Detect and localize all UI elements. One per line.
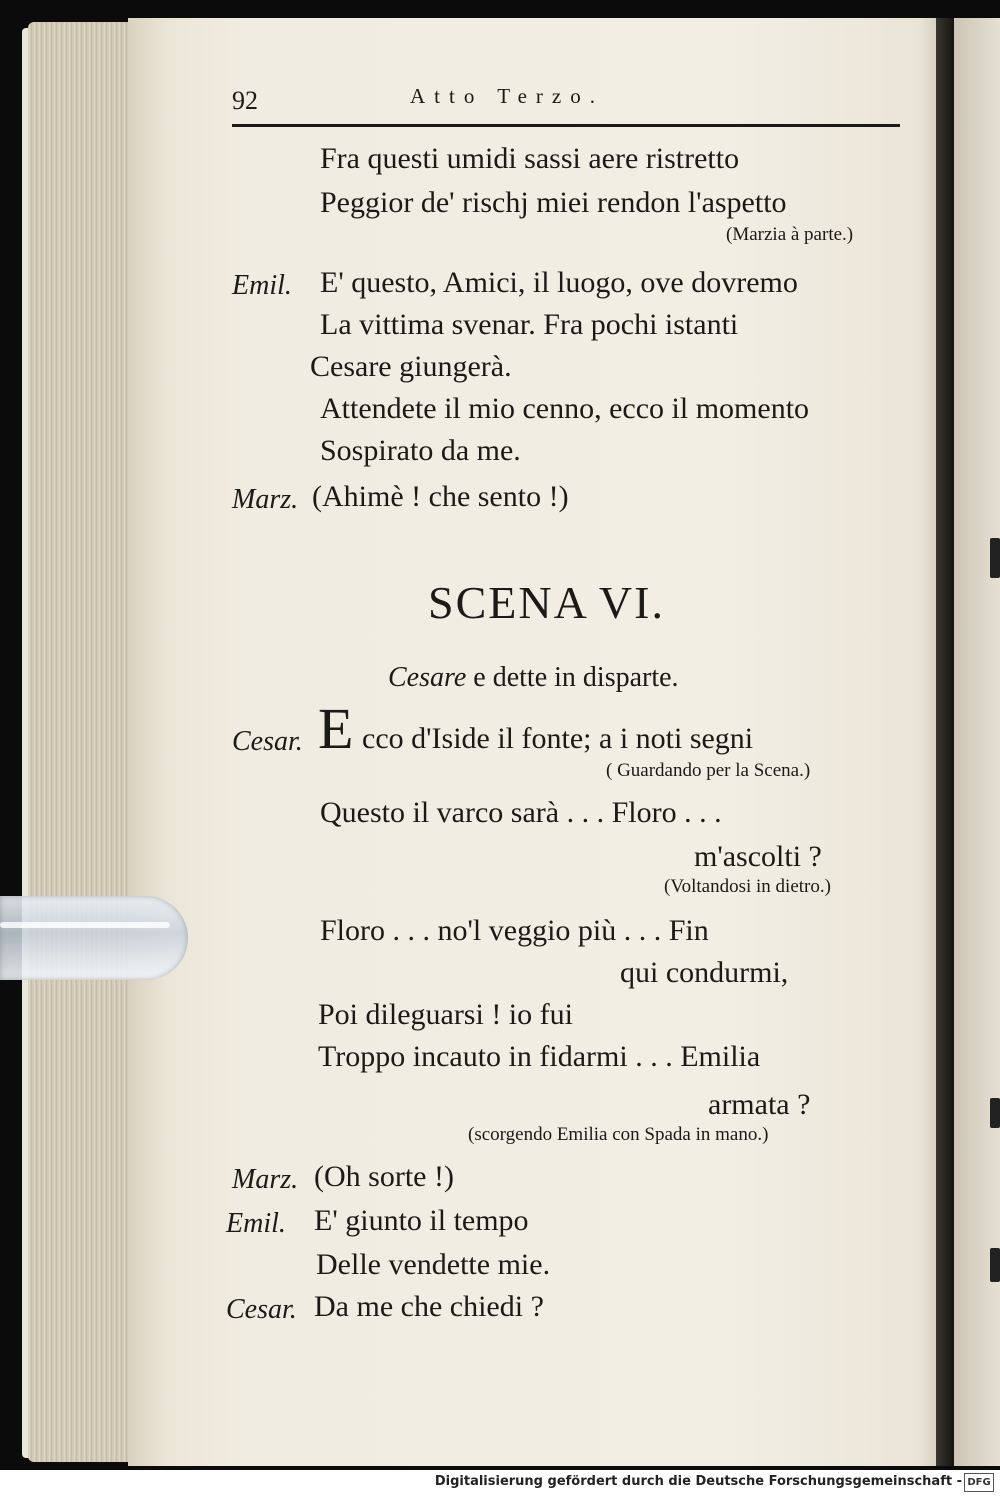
page-number: 92 <box>232 86 258 115</box>
scene-title: SCENA VI. <box>428 577 665 628</box>
header-rule <box>232 124 900 127</box>
dfg-logo-icon: DFG <box>964 1473 994 1492</box>
verse-line: E' questo, Amici, il luogo, ove dovremo <box>320 266 798 299</box>
verse-line: Cesare giungerà. <box>310 350 512 383</box>
verse-line: Floro . . . no'l veggio più . . . Fin <box>320 914 709 947</box>
verse-line: Poi dileguarsi ! io fui <box>318 998 573 1031</box>
speaker-label: Marz. <box>232 484 299 515</box>
stage-direction: ( Guardando per la Scena.) <box>606 760 811 781</box>
verse-line: Troppo incauto in fidarmi . . . Emilia <box>318 1040 761 1073</box>
verse-line: Delle vendette mie. <box>316 1248 551 1281</box>
verse-line: Questo il varco sarà . . . Floro . . . <box>320 796 722 829</box>
scene-persons <box>388 662 679 694</box>
speaker-label: Marz. <box>232 1164 299 1195</box>
verse-line: Fra questi umidi sassi aere ristretto <box>320 142 740 175</box>
verse-line-continuation: armata ? <box>708 1088 811 1121</box>
speaker-label: Emil. <box>226 1208 286 1239</box>
speaker-label: Emil. <box>232 270 292 301</box>
verse-line: La vittima svenar. Fra pochi istanti <box>320 308 739 341</box>
verse-line: Attendete il mio cenno, ecco il momento <box>320 392 810 425</box>
speaker-label: Cesar. <box>226 1294 297 1325</box>
verse-line: Da me che chiedi ? <box>314 1290 544 1323</box>
scan-footer <box>0 1470 1000 1496</box>
verse-line: Peggior de' rischj miei rendon l'aspetto <box>320 186 787 219</box>
verse-line: (Oh sorte !) <box>314 1160 454 1193</box>
book-page-edges <box>28 22 138 1462</box>
verse-line-continuation: m'ascolti ? <box>694 840 822 873</box>
funding-credit: Digitalisierung gefördert durch die Deutsche Forschungsgemeinschaft - <box>434 1474 962 1489</box>
verse-line: Sospirato da me. <box>320 434 521 467</box>
verse-line: (Ahimè ! che sento !) <box>312 480 569 513</box>
running-head: Atto Terzo. <box>410 84 604 108</box>
speaker-label: Cesar. <box>232 726 303 757</box>
stage-direction: (Voltandosi in dietro.) <box>664 876 831 897</box>
drop-cap: E <box>318 696 354 761</box>
verse-line: cco d'Iside il fonte; a i noti segni <box>362 722 754 755</box>
verse-line-continuation: qui condurmi, <box>620 956 789 989</box>
stage-direction: (scorgendo Emilia con Spada in mano.) <box>468 1124 769 1145</box>
page-holder-clip <box>0 896 188 980</box>
scene-persons-name: Cesare <box>388 662 467 693</box>
scene-persons-rest: e dette in disparte. <box>473 662 679 693</box>
facing-page-edge <box>954 18 1000 1466</box>
stage-direction: (Marzia à parte.) <box>726 224 854 245</box>
verse-line: E' giunto il tempo <box>314 1204 529 1237</box>
book-gutter <box>936 18 954 1466</box>
